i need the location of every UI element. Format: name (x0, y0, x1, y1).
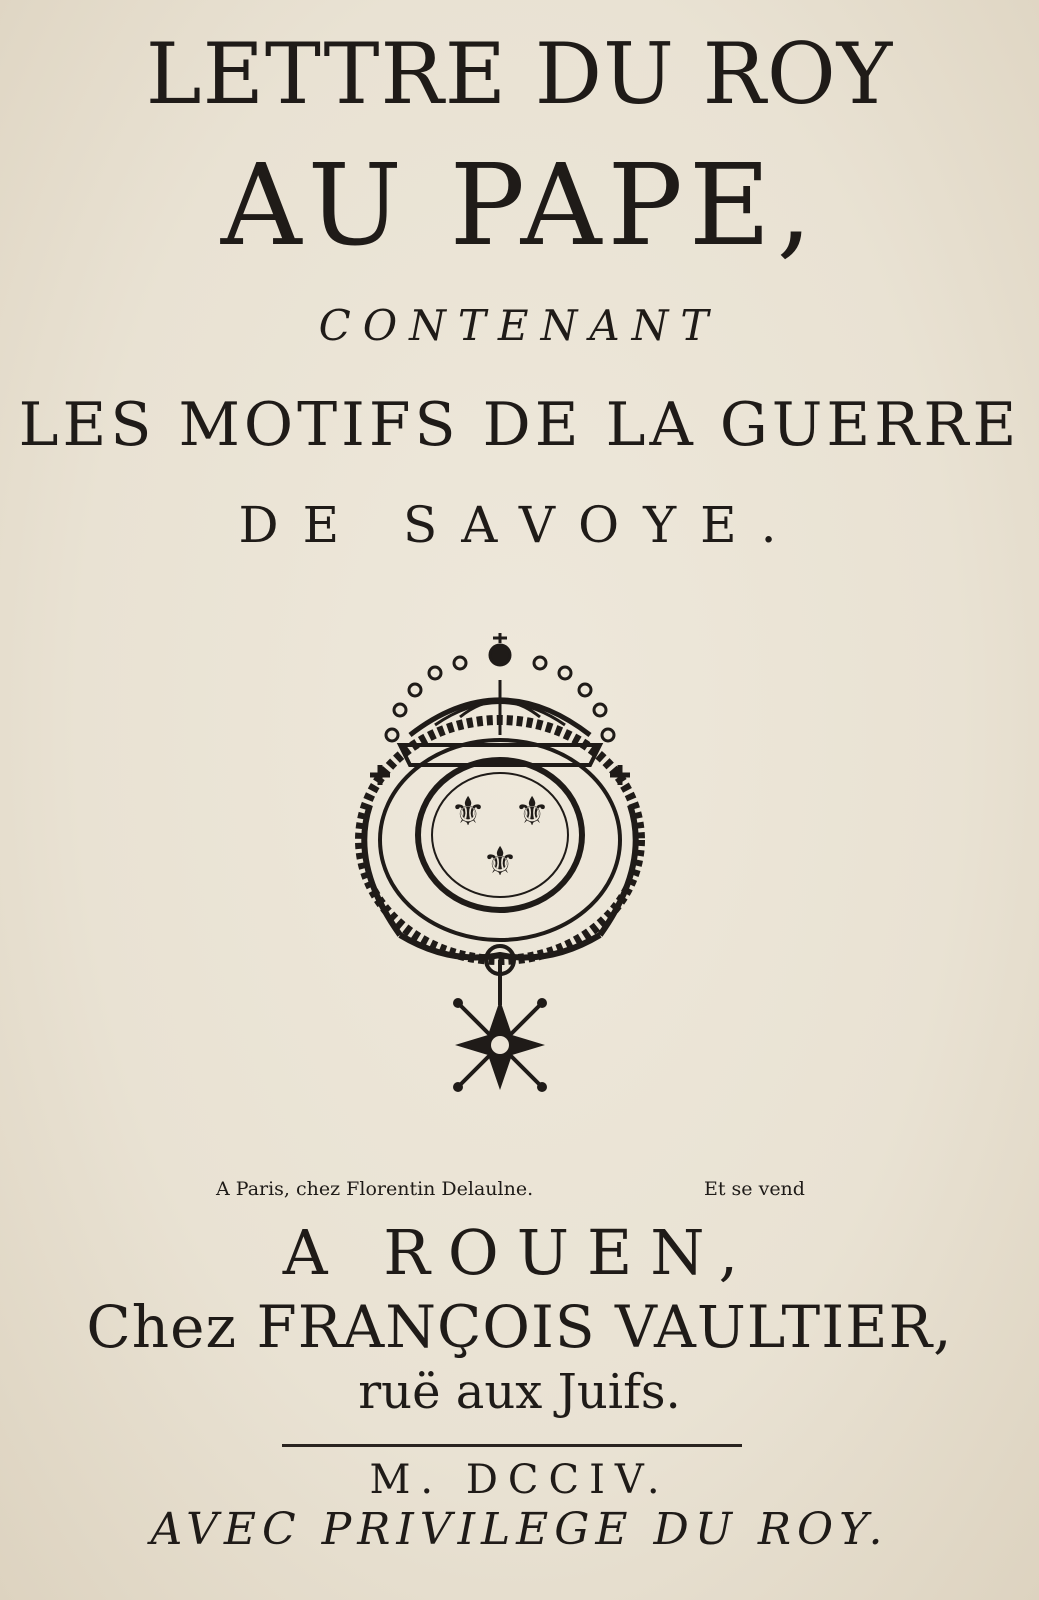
svg-text:⚜: ⚜ (514, 789, 550, 835)
subtitle-savoye: DE SAVOYE. (238, 496, 801, 554)
title-line-2: AU PAPE, (220, 141, 819, 271)
svg-text:⚜: ⚜ (482, 839, 518, 885)
title-line-1: LETTRE DU ROY (145, 25, 894, 123)
royal-privilege: AVEC PRIVILEGE DU ROY. (150, 1504, 889, 1555)
royal-arms-icon (340, 625, 660, 1105)
sale-note: Et se vend (704, 1178, 805, 1200)
paris-imprint-note: A Paris, chez Florentin Delaulne. (216, 1178, 534, 1200)
imprint-street: ruë aux Juifs. (358, 1364, 681, 1420)
subtitle-motifs: LES MOTIFS DE LA GUERRE (18, 390, 1021, 460)
divider-rule (282, 1444, 742, 1447)
subtitle-contenant: CONTENANT (318, 301, 721, 350)
svg-text:⚜: ⚜ (450, 789, 486, 835)
imprint-printer: Chez FRANÇOIS VAULTIER, (86, 1293, 953, 1361)
imprint-city: A ROUEN, (282, 1216, 757, 1289)
imprint-year: M. DCCIV. (369, 1457, 670, 1503)
